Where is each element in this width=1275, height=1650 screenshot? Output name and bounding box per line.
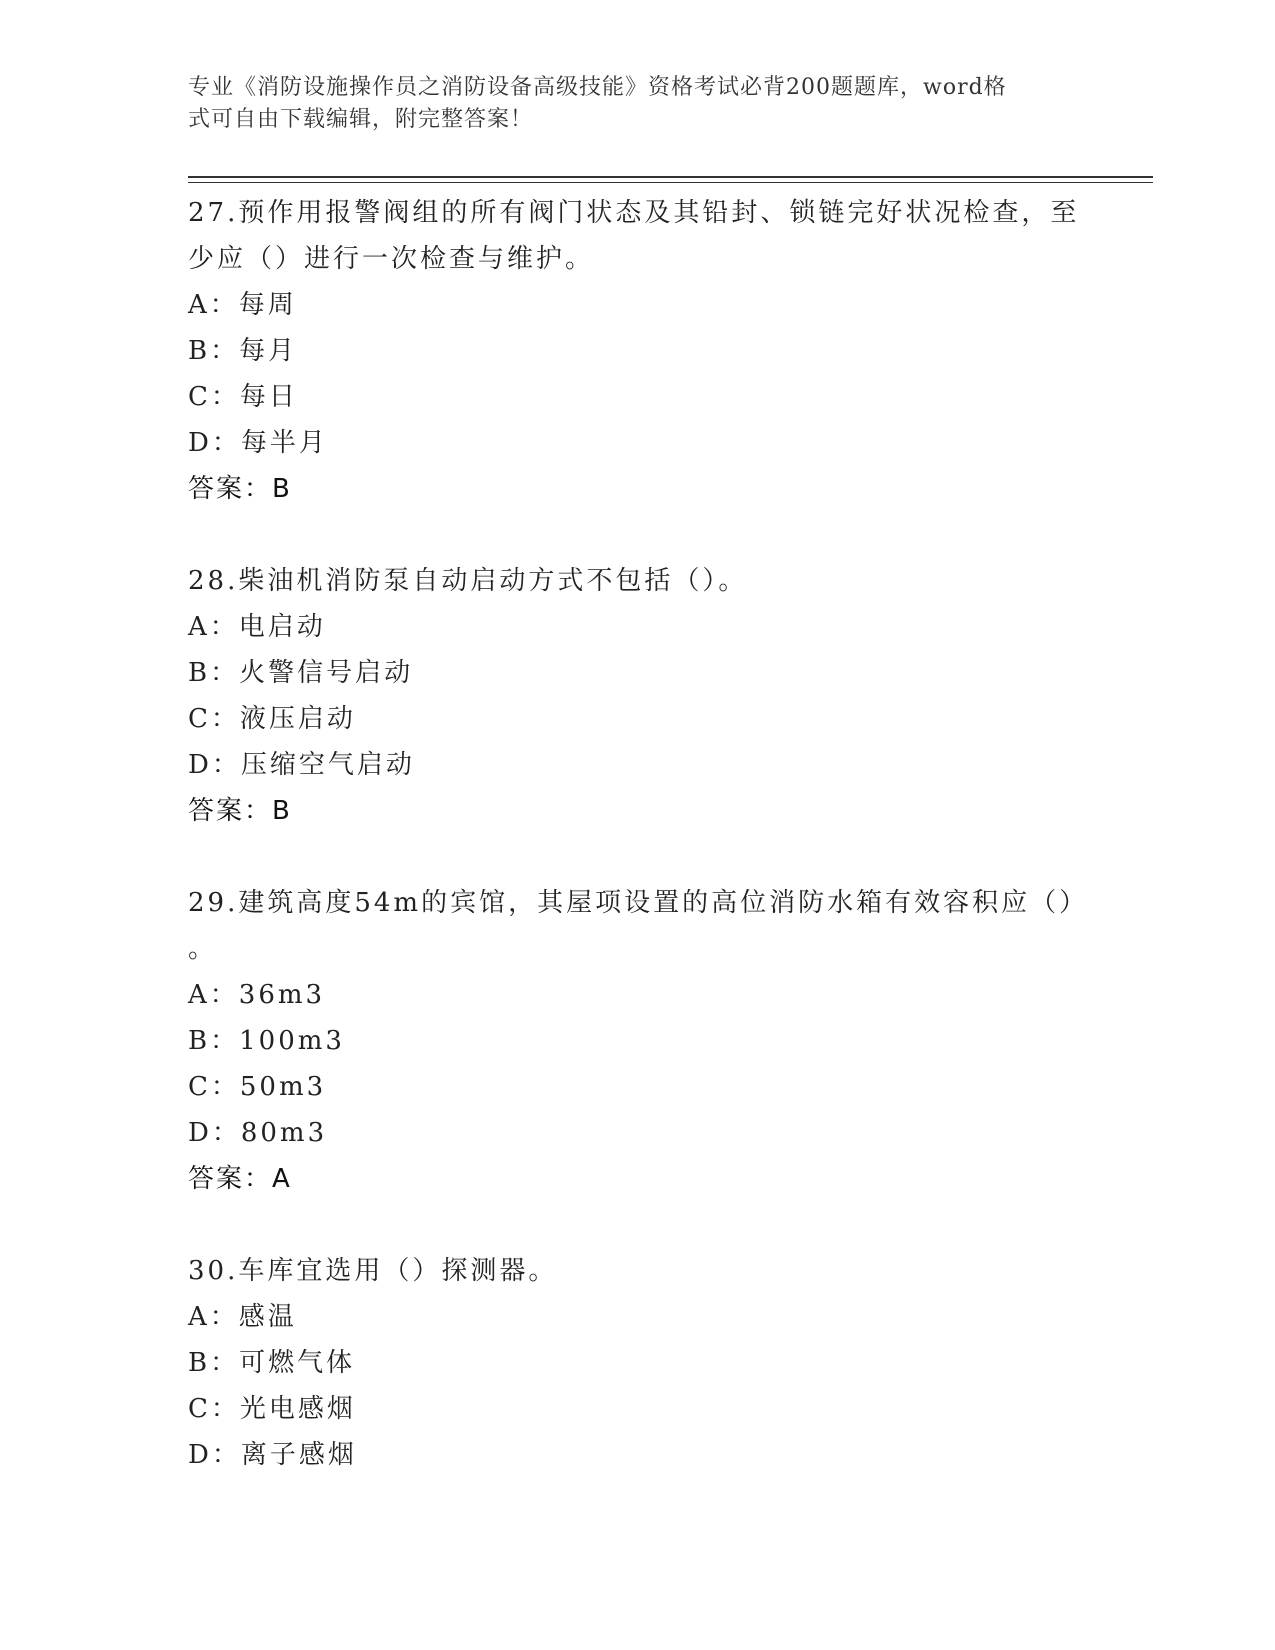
question-28 (188, 558, 1088, 834)
option-a: A：36m3 (188, 980, 326, 1010)
option-a: A：每周 (188, 290, 297, 320)
option-d: D：每半月 (188, 428, 328, 458)
question-stem-line: 29.建筑高度54m的宾馆，其屋项设置的高位消防水箱有效容积应（） (188, 888, 1089, 918)
option-c: C：50m3 (188, 1072, 327, 1102)
header-line-1: 专业《消防设施操作员之消防设备高级技能》资格考试必背200题题库，word格 (188, 75, 1007, 100)
option-d: D：80m3 (188, 1118, 328, 1148)
question-stem (188, 558, 1088, 604)
question-29 (188, 880, 1088, 1202)
option-a: A：感温 (188, 1302, 297, 1332)
option-d: D：离子感烟 (188, 1440, 357, 1470)
option-b: B：可燃气体 (188, 1348, 356, 1378)
question-30 (188, 1248, 1088, 1478)
question-stem-line: 。 (188, 934, 218, 964)
option-c: C：光电感烟 (188, 1394, 356, 1424)
header-divider-thick (188, 176, 1153, 178)
question-stem (188, 880, 1088, 972)
option-c: C：每日 (188, 382, 298, 412)
question-stem (188, 190, 1088, 282)
option-b: B：100m3 (188, 1026, 345, 1056)
question-list (188, 190, 1088, 1478)
option-b: B：火警信号启动 (188, 658, 414, 688)
answer-line: 答案：A (188, 1164, 292, 1194)
option-a: A：电启动 (188, 612, 326, 642)
answer-line: 答案：B (188, 474, 292, 504)
question-27 (188, 190, 1088, 512)
answer-line: 答案：B (188, 796, 292, 826)
question-stem (188, 1248, 1088, 1294)
question-stem-line: 少应（）进行一次检查与维护。 (188, 244, 595, 274)
question-stem-line: 28.柴油机消防泵自动启动方式不包括（）。 (188, 566, 748, 596)
question-stem-line: 27.预作用报警阀组的所有阀门状态及其铅封、锁链完好状况检查，至 (188, 198, 1080, 228)
header-divider-thin (188, 182, 1153, 183)
document-header (188, 72, 1068, 136)
question-stem-line: 30.车库宜选用（）探测器。 (188, 1256, 558, 1286)
header-line-2: 式可自由下载编辑，附完整答案！ (188, 107, 534, 132)
option-b: B：每月 (188, 336, 298, 366)
option-d: D：压缩空气启动 (188, 750, 415, 780)
option-c: C：液压启动 (188, 704, 356, 734)
